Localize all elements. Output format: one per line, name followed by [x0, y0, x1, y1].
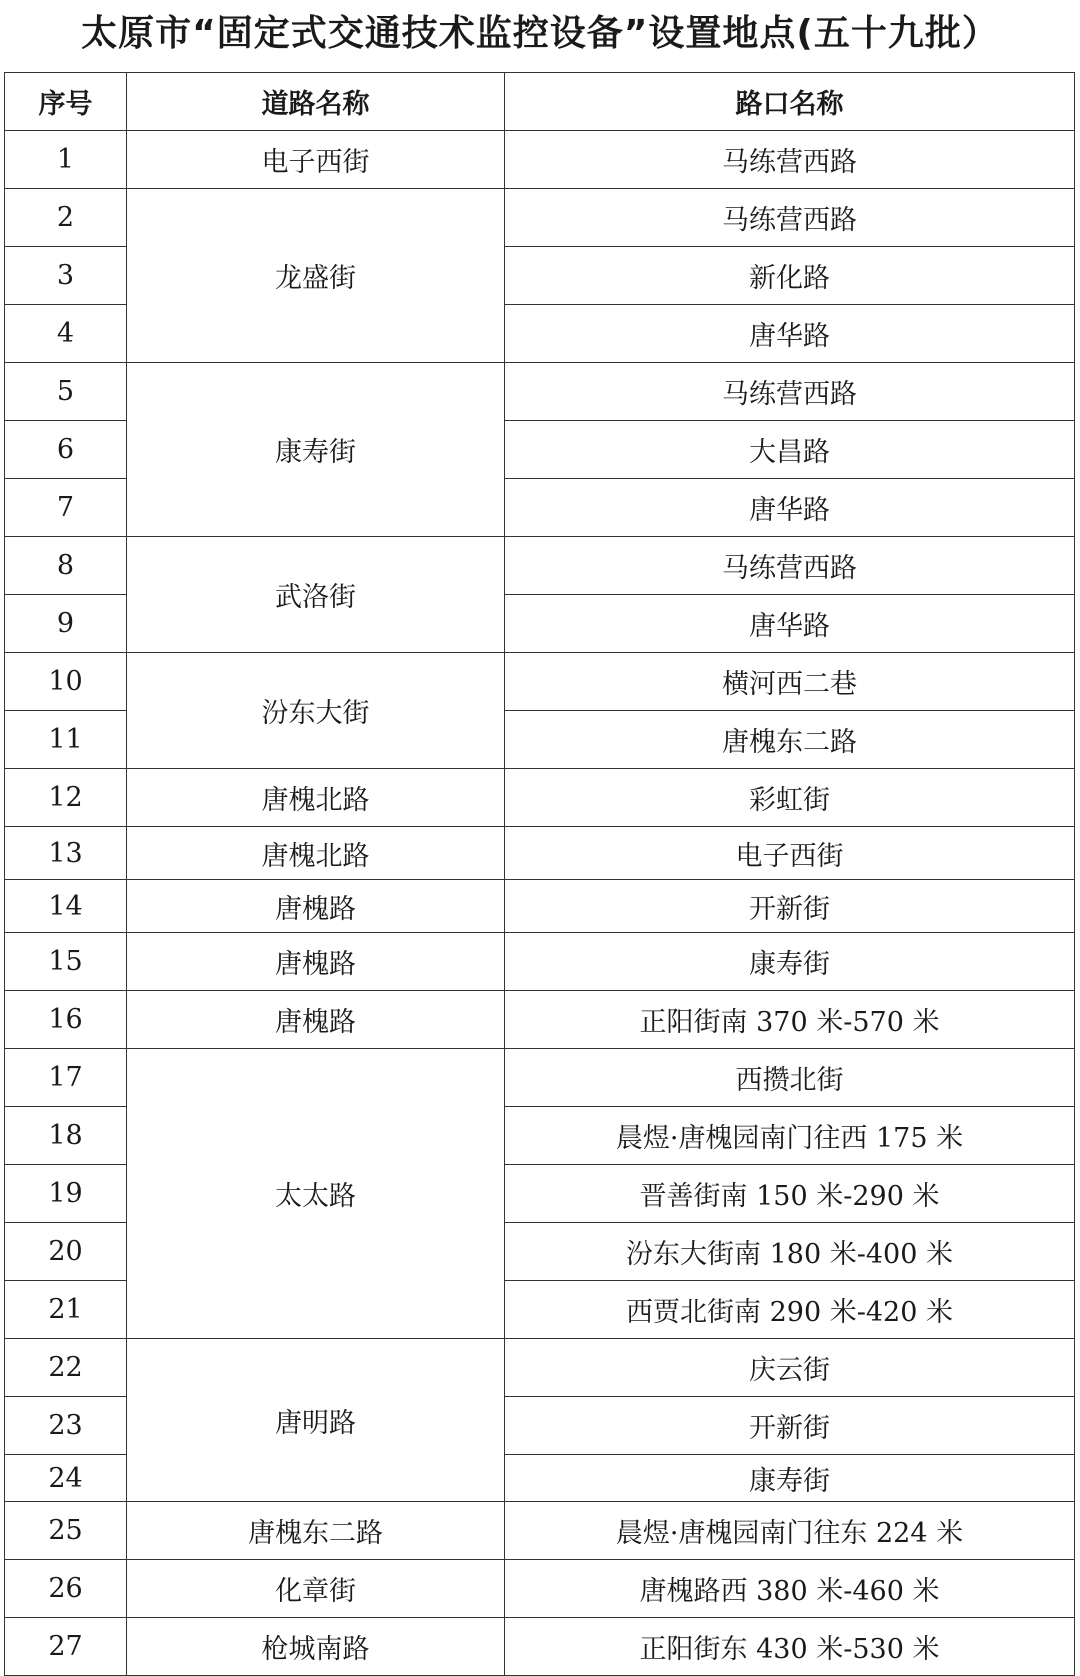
- road-name: 康寿街: [127, 363, 505, 537]
- road-name: 汾东大街: [127, 653, 505, 769]
- table-row: [5, 537, 1075, 595]
- table-row: [5, 933, 1075, 991]
- table-header-row: [5, 73, 1075, 131]
- row-index: 7: [5, 479, 127, 537]
- row-index: 15: [5, 933, 127, 991]
- road-name: 枪城南路: [127, 1618, 505, 1676]
- table-row: [5, 1560, 1075, 1618]
- intersection-name: 横河西二巷: [505, 653, 1075, 711]
- road-name: 唐槐路: [127, 991, 505, 1049]
- table-row: [5, 769, 1075, 827]
- locations-table: [4, 72, 1075, 1676]
- row-index: 8: [5, 537, 127, 595]
- table-row: [5, 991, 1075, 1049]
- road-name: 唐槐北路: [127, 827, 505, 880]
- road-name: 唐槐东二路: [127, 1502, 505, 1560]
- row-index: 21: [5, 1281, 127, 1339]
- intersection-name: 晨煜·唐槐园南门往西 175 米: [505, 1107, 1075, 1165]
- row-index: 14: [5, 880, 127, 933]
- row-index: 6: [5, 421, 127, 479]
- row-index: 4: [5, 305, 127, 363]
- table-row: [5, 827, 1075, 880]
- intersection-name: 新化路: [505, 247, 1075, 305]
- row-index: 3: [5, 247, 127, 305]
- intersection-name: 开新街: [505, 880, 1075, 933]
- road-name: 唐明路: [127, 1339, 505, 1502]
- intersection-name: 马练营西路: [505, 189, 1075, 247]
- intersection-name: 开新街: [505, 1397, 1075, 1455]
- row-index: 13: [5, 827, 127, 880]
- intersection-name: 彩虹街: [505, 769, 1075, 827]
- row-index: 16: [5, 991, 127, 1049]
- road-name: 化章街: [127, 1560, 505, 1618]
- intersection-name: 西贾北街南 290 米-420 米: [505, 1281, 1075, 1339]
- row-index: 24: [5, 1455, 127, 1502]
- intersection-name: 马练营西路: [505, 131, 1075, 189]
- intersection-name: 正阳街东 430 米-530 米: [505, 1618, 1075, 1676]
- row-index: 5: [5, 363, 127, 421]
- row-index: 19: [5, 1165, 127, 1223]
- road-name: 唐槐路: [127, 880, 505, 933]
- row-index: 20: [5, 1223, 127, 1281]
- intersection-name: 大昌路: [505, 421, 1075, 479]
- intersection-name: 唐槐东二路: [505, 711, 1075, 769]
- header-index: 序号: [5, 73, 127, 131]
- road-name: 唐槐北路: [127, 769, 505, 827]
- road-name: 太太路: [127, 1049, 505, 1339]
- road-name: 电子西街: [127, 131, 505, 189]
- table-row: [5, 131, 1075, 189]
- table-row: [5, 1618, 1075, 1676]
- header-road-name: 道路名称: [127, 73, 505, 131]
- intersection-name: 晨煜·唐槐园南门往东 224 米: [505, 1502, 1075, 1560]
- row-index: 10: [5, 653, 127, 711]
- intersection-name: 唐华路: [505, 305, 1075, 363]
- intersection-name: 正阳街南 370 米-570 米: [505, 991, 1075, 1049]
- intersection-name: 唐槐路西 380 米-460 米: [505, 1560, 1075, 1618]
- intersection-name: 马练营西路: [505, 363, 1075, 421]
- intersection-name: 电子西街: [505, 827, 1075, 880]
- table-row: [5, 189, 1075, 247]
- intersection-name: 晋善街南 150 米-290 米: [505, 1165, 1075, 1223]
- row-index: 25: [5, 1502, 127, 1560]
- row-index: 27: [5, 1618, 127, 1676]
- table-row: [5, 653, 1075, 711]
- row-index: 11: [5, 711, 127, 769]
- row-index: 26: [5, 1560, 127, 1618]
- intersection-name: 马练营西路: [505, 537, 1075, 595]
- row-index: 18: [5, 1107, 127, 1165]
- intersection-name: 唐华路: [505, 479, 1075, 537]
- table-row: [5, 880, 1075, 933]
- row-index: 1: [5, 131, 127, 189]
- road-name: 唐槐路: [127, 933, 505, 991]
- row-index: 17: [5, 1049, 127, 1107]
- intersection-name: 唐华路: [505, 595, 1075, 653]
- row-index: 2: [5, 189, 127, 247]
- table-row: [5, 1339, 1075, 1397]
- intersection-name: 庆云街: [505, 1339, 1075, 1397]
- header-intersection-name: 路口名称: [505, 73, 1075, 131]
- intersection-name: 康寿街: [505, 1455, 1075, 1502]
- row-index: 22: [5, 1339, 127, 1397]
- table-row: [5, 1049, 1075, 1107]
- intersection-name: 汾东大街南 180 米-400 米: [505, 1223, 1075, 1281]
- road-name: 武洛街: [127, 537, 505, 653]
- table-row: [5, 1502, 1075, 1560]
- row-index: 23: [5, 1397, 127, 1455]
- road-name: 龙盛街: [127, 189, 505, 363]
- table-row: [5, 363, 1075, 421]
- page-title: 太原市“固定式交通技术监控设备”设置地点(五十九批）: [81, 13, 999, 54]
- intersection-name: 康寿街: [505, 933, 1075, 991]
- intersection-name: 西攒北街: [505, 1049, 1075, 1107]
- row-index: 12: [5, 769, 127, 827]
- row-index: 9: [5, 595, 127, 653]
